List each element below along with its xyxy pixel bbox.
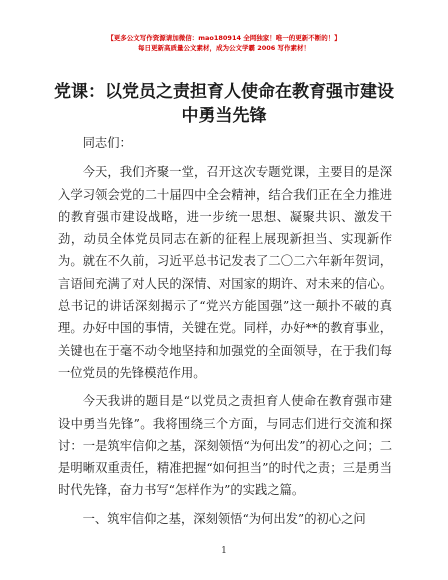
- document-title-line-2: 中勇当先锋: [181, 106, 267, 126]
- promo-banner-line-1: 【更多公文写作资源请加微信：mao180914 全网独家！唯一的更新不断的！】: [107, 34, 341, 42]
- salutation: 同志们：: [82, 136, 132, 150]
- document-title-line-1: 党课：以党员之责担育人使命在教育强市建设: [54, 82, 394, 102]
- body-paragraph-1: 今天，我们齐聚一堂，召开这次专题党课，主要目的是深入学习领会党的二十届四中全会精神，结合我们正在全力推进的教育强市建设战略，进一步统一思想、凝聚共识、激发干劲，动员全体党员同志在新的征程上展现新担当、实现新作为。就在不久前，习近平总书记发表了二〇二六年新年贺词，言语间充满了对人民的深情、对国家的期许、对未来的信心。总书记的讲话深刻揭示了“党兴方能国强”这一颠扑不破的真理。办好中国的事情，关键在党。同样，办好**的教育事业，关键也在于毫不动令地坚持和加强党的全面领导，在于我们每一位党员的先锋模范作用。: [58, 165, 392, 380]
- document-title: [40, 80, 408, 128]
- section-heading-1: 一、筑牢信仰之基，深刻领悟“为何出发”的初心之问: [82, 511, 366, 526]
- promo-banner: [0, 33, 448, 53]
- body-paragraph-2: 今天我讲的题目是“以党员之责担育人使命在教育强市建设中勇当先锋”。我将围绕三个方面，与同志们进行交流和探讨：一是筑牢信仰之基，深刻领悟“为何出发”的初心之问；二是明晰双重责任，精准把握“如何担当”的时代之责；三是勇当时代先锋，奋力书写“怎样作为”的实践之篇。: [58, 394, 392, 498]
- page-number: 1: [221, 546, 227, 556]
- promo-banner-line-2: 每日更新高质量公文素材，成为公文学霸 2006 写作素材！: [137, 44, 311, 52]
- document-body: [58, 132, 392, 530]
